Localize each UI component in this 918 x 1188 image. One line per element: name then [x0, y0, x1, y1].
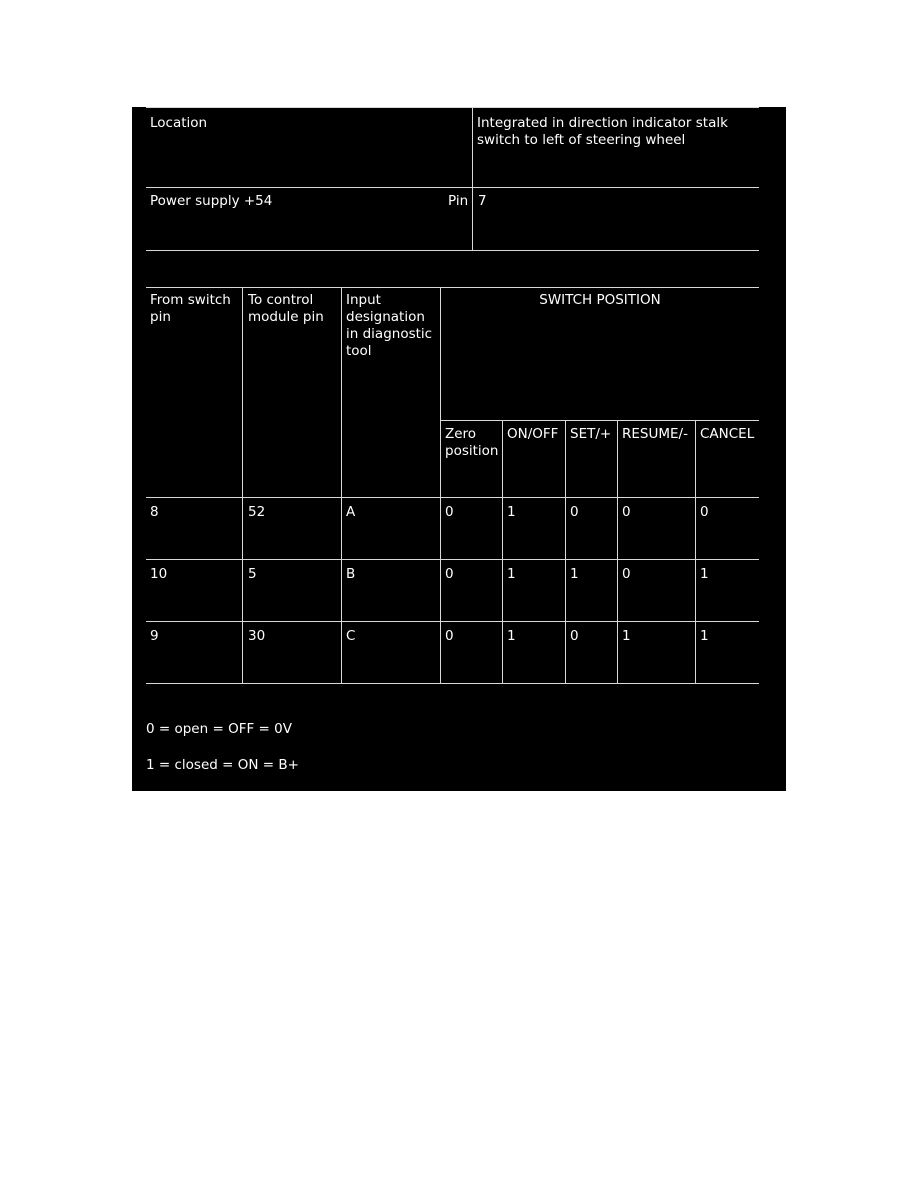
legend-closed: 1 = closed = ON = B+: [146, 757, 299, 773]
switch-table-col-line-6: [617, 420, 618, 684]
switch-table-header-bottom: [146, 497, 759, 498]
header-position-set: SET/+: [570, 426, 612, 442]
info-table-top-border: [146, 107, 759, 108]
row-2-zero-value: 0: [445, 566, 454, 582]
header-position-zero: Zero position: [445, 426, 499, 459]
row-1-cancel-value: 0: [700, 504, 709, 520]
row-1-to-pin: 52: [248, 504, 266, 520]
row-2-input: B: [346, 566, 356, 582]
row-3-cancel-value: 1: [700, 628, 709, 644]
switch-table-col-line-7: [695, 420, 696, 684]
row-1-from-pin: 8: [150, 504, 159, 520]
switch-table-row-line-1: [146, 559, 759, 560]
header-switch-position: SWITCH POSITION: [539, 292, 661, 308]
info-table-row-divider: [146, 187, 759, 188]
row-3-zero-value: 0: [445, 628, 454, 644]
row-3-on-off-value: 1: [507, 628, 516, 644]
row-3-to-pin: 30: [248, 628, 266, 644]
row-3-input: C: [346, 628, 356, 644]
row-2-on-off-value: 1: [507, 566, 516, 582]
power-supply-label: Power supply +54: [150, 193, 273, 209]
row-1-input: A: [346, 504, 356, 520]
legend-open: 0 = open = OFF = 0V: [146, 721, 292, 737]
switch-table-col-line-3: [440, 287, 441, 684]
row-3-from-pin: 9: [150, 628, 159, 644]
header-position-on-off: ON/OFF: [507, 426, 559, 442]
row-1-resume-value: 0: [622, 504, 631, 520]
power-pin-value: 7: [478, 193, 487, 209]
row-3-set-value: 0: [570, 628, 579, 644]
row-1-set-value: 0: [570, 504, 579, 520]
row-2-set-value: 1: [570, 566, 579, 582]
switch-table-bottom-border: [146, 683, 759, 684]
header-position-cancel: CANCEL: [700, 426, 755, 442]
info-table-divider: [472, 107, 473, 251]
row-1-on-off-value: 1: [507, 504, 516, 520]
row-3-resume-value: 1: [622, 628, 631, 644]
row-2-from-pin: 10: [150, 566, 168, 582]
switch-table-col-line-1: [242, 287, 243, 684]
row-2-to-pin: 5: [248, 566, 257, 582]
switch-table-col-line-2: [341, 287, 342, 684]
location-value: Integrated in direction indicator stalk switch to left of steering wheel: [477, 115, 728, 148]
switch-position-subheader-line: [440, 420, 759, 421]
header-input-designation: Input designation in diagnostic tool: [346, 292, 433, 359]
location-label: Location: [150, 115, 208, 131]
row-1-zero-value: 0: [445, 504, 454, 520]
row-2-cancel-value: 1: [700, 566, 709, 582]
document-panel: [132, 107, 786, 791]
row-2-resume-value: 0: [622, 566, 631, 582]
switch-table-col-line-4: [502, 420, 503, 684]
switch-table-row-line-2: [146, 621, 759, 622]
pin-label: Pin: [448, 193, 469, 209]
switch-table-top-border: [146, 287, 759, 288]
info-table-bottom-border: [146, 250, 759, 251]
header-position-resume: RESUME/-: [622, 426, 688, 442]
header-from-switch-pin: From switch pin: [150, 292, 231, 325]
switch-table-col-line-5: [565, 420, 566, 684]
header-to-control-module-pin: To control module pin: [248, 292, 324, 325]
